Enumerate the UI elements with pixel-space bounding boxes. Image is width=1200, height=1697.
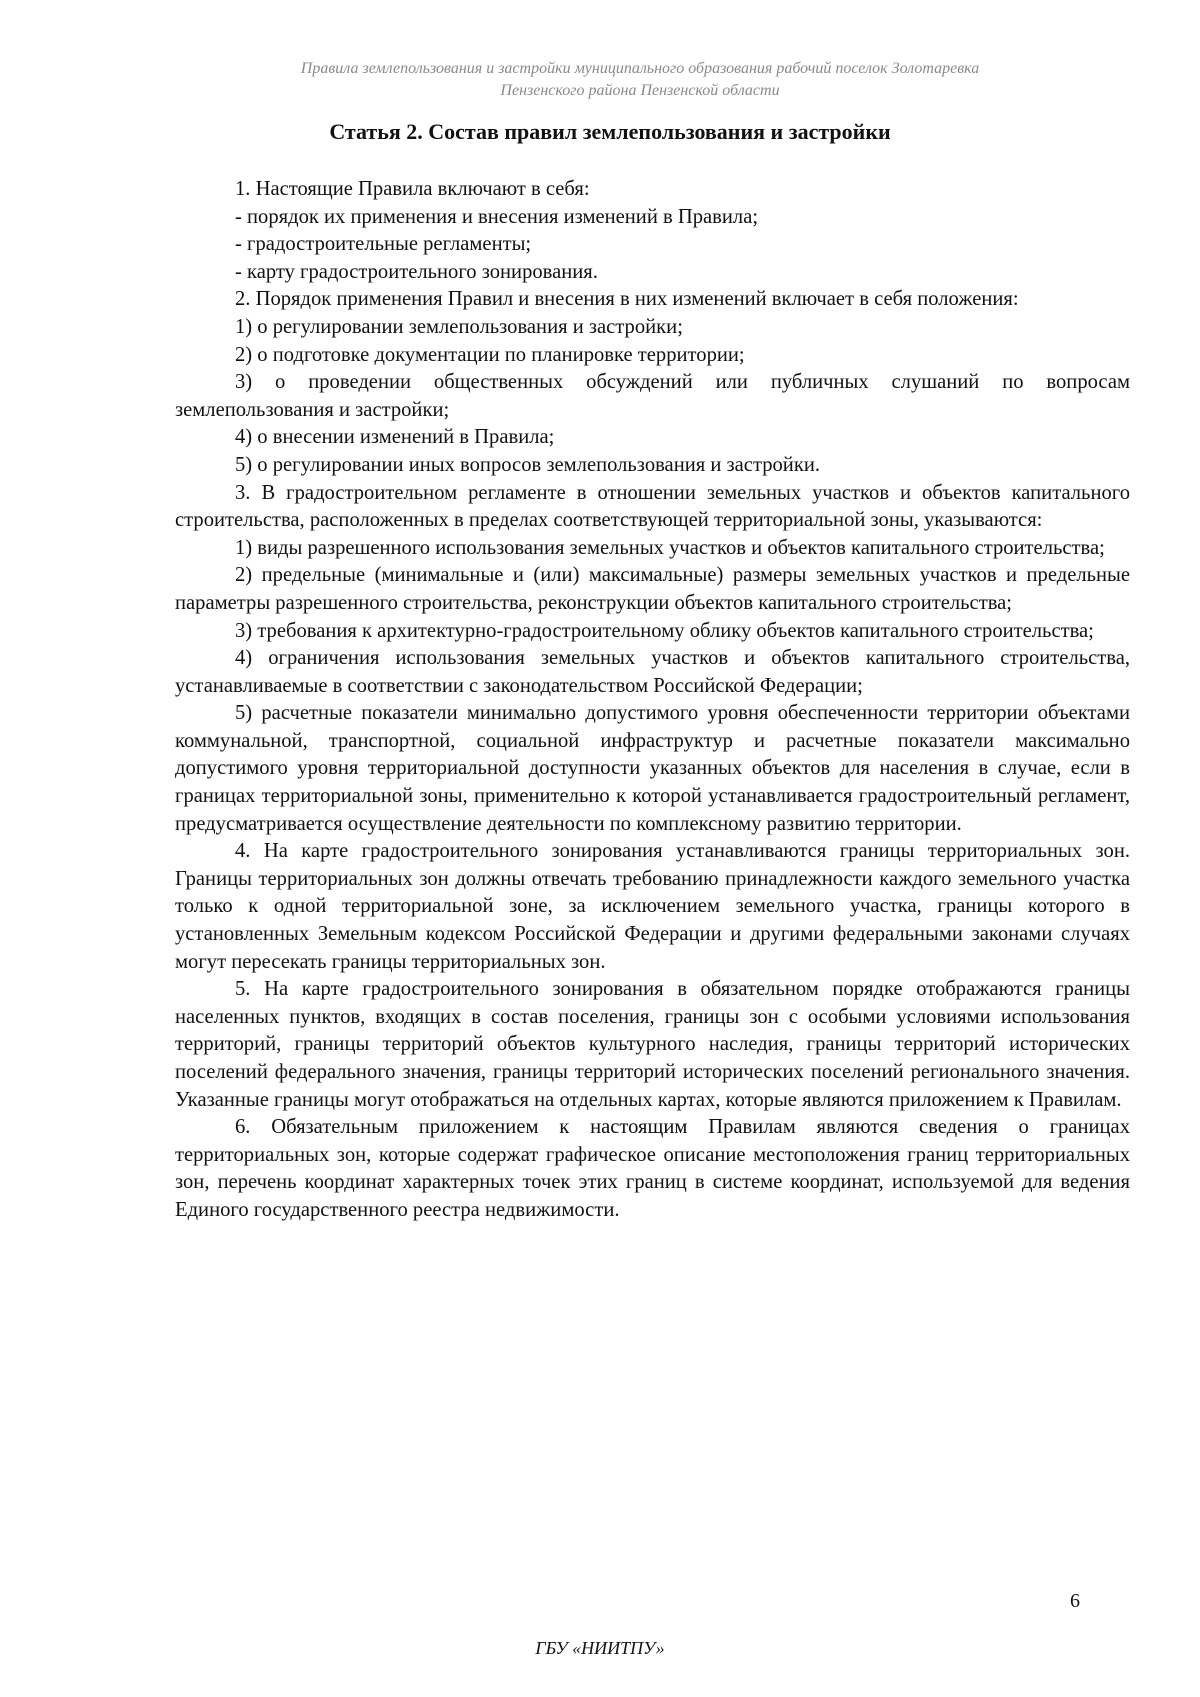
header-line-1: Правила землепользования и застройки муниципального образования рабочий поселок Золотаревка bbox=[300, 60, 980, 77]
paragraph: 4) ограничения использования земельных участков и объектов капитального строительства, устанавливаемые в соответствии с законодательством Российской Федерации; bbox=[175, 647, 1130, 697]
paragraph: 3) о проведении общественных обсуждений или публичных слушаний по вопросам землепользования и застройки; bbox=[175, 371, 1130, 421]
running-footer: ГБУ «НИИТПУ» bbox=[535, 1638, 665, 1658]
paragraph: 2. Порядок применения Правил и внесения в них изменений включает в себя положения: bbox=[235, 288, 1019, 311]
paragraph: 5. На карте градостроительного зонирования в обязательном порядке отображаются границы населенных пунктов, входящих в состав поселения, границы зон с особыми условиями использования территорий, границы территорий объектов культурного наследия, границы территорий исторических поселений федерального значения, границы территорий исторических поселений регионального значения. Указанные границы могут отображаться на отдельных картах, которые являются приложением к Правилам. bbox=[175, 978, 1130, 1111]
paragraph: 6. Обязательным приложением к настоящим Правилам являются сведения о границах территориальных зон, которые содержат графическое описание местоположения границ территориальных зон, перечень координат характерных точек этих границ в системе координат, используемой для ведения Единого государственного реестра недвижимости. bbox=[175, 1116, 1130, 1221]
paragraph: 5) о регулировании иных вопросов землепользования и застройки. bbox=[235, 453, 820, 476]
paragraph: 4. На карте градостроительного зонирования устанавливаются границы территориальных зон. Границы территориальных зон должны отвечать требованию принадлежности каждого земельного участка только к одной территориальной зоне, за исключением земельного участка, границы которого в установленных Земельным кодексом Российской Федерации и другими федеральными законами случаях могут пересекать границы территориальных зон. bbox=[175, 840, 1130, 973]
running-header bbox=[200, 58, 1080, 102]
paragraph: - градостроительные регламенты; bbox=[235, 233, 532, 256]
paragraph: 3. В градостроительном регламенте в отношении земельных участков и объектов капитального строительства, расположенных в пределах соответствующей территориальной зоны, указываются: bbox=[175, 481, 1130, 532]
page-number: 6 bbox=[1070, 1590, 1080, 1612]
paragraph: - карту градостроительного зонирования. bbox=[235, 260, 598, 283]
article-title: Статья 2. Состав правил землепользования и застройки bbox=[329, 119, 891, 144]
paragraph: 3) требования к архитектурно-градостроительному облику объектов капитального строительства; bbox=[235, 619, 1094, 642]
paragraph: 1. Настоящие Правила включают в себя: bbox=[235, 178, 590, 200]
paragraph: 4) о внесении изменений в Правила; bbox=[235, 426, 555, 449]
article-body bbox=[175, 176, 1130, 1225]
paragraph: 2) о подготовке документации по планировке территории; bbox=[235, 343, 745, 366]
header-line-2: Пензенского района Пензенской области bbox=[500, 82, 780, 99]
paragraph: 5) расчетные показатели минимально допустимого уровня обеспеченности территории объектами коммунальной, транспортной, социальной инфраструктур и расчетные показатели максимально допустимого уровня территориальной доступности указанных объектов для населения в случае, если в границах территориальной зоны, применительно к которой устанавливается градостроительный регламент, предусматривается осуществление деятельности по комплексному развитию территории. bbox=[175, 702, 1130, 835]
paragraph: 1) о регулировании землепользования и застройки; bbox=[235, 315, 683, 338]
paragraph: 2) предельные (минимальные и (или) максимальные) размеры земельных участков и предельные параметры разрешенного строительства, реконструкции объектов капитального строительства; bbox=[175, 564, 1130, 614]
paragraph: 1) виды разрешенного использования земельных участков и объектов капитального строительства; bbox=[235, 536, 1105, 559]
paragraph: - порядок их применения и внесения изменений в Правила; bbox=[235, 205, 759, 228]
